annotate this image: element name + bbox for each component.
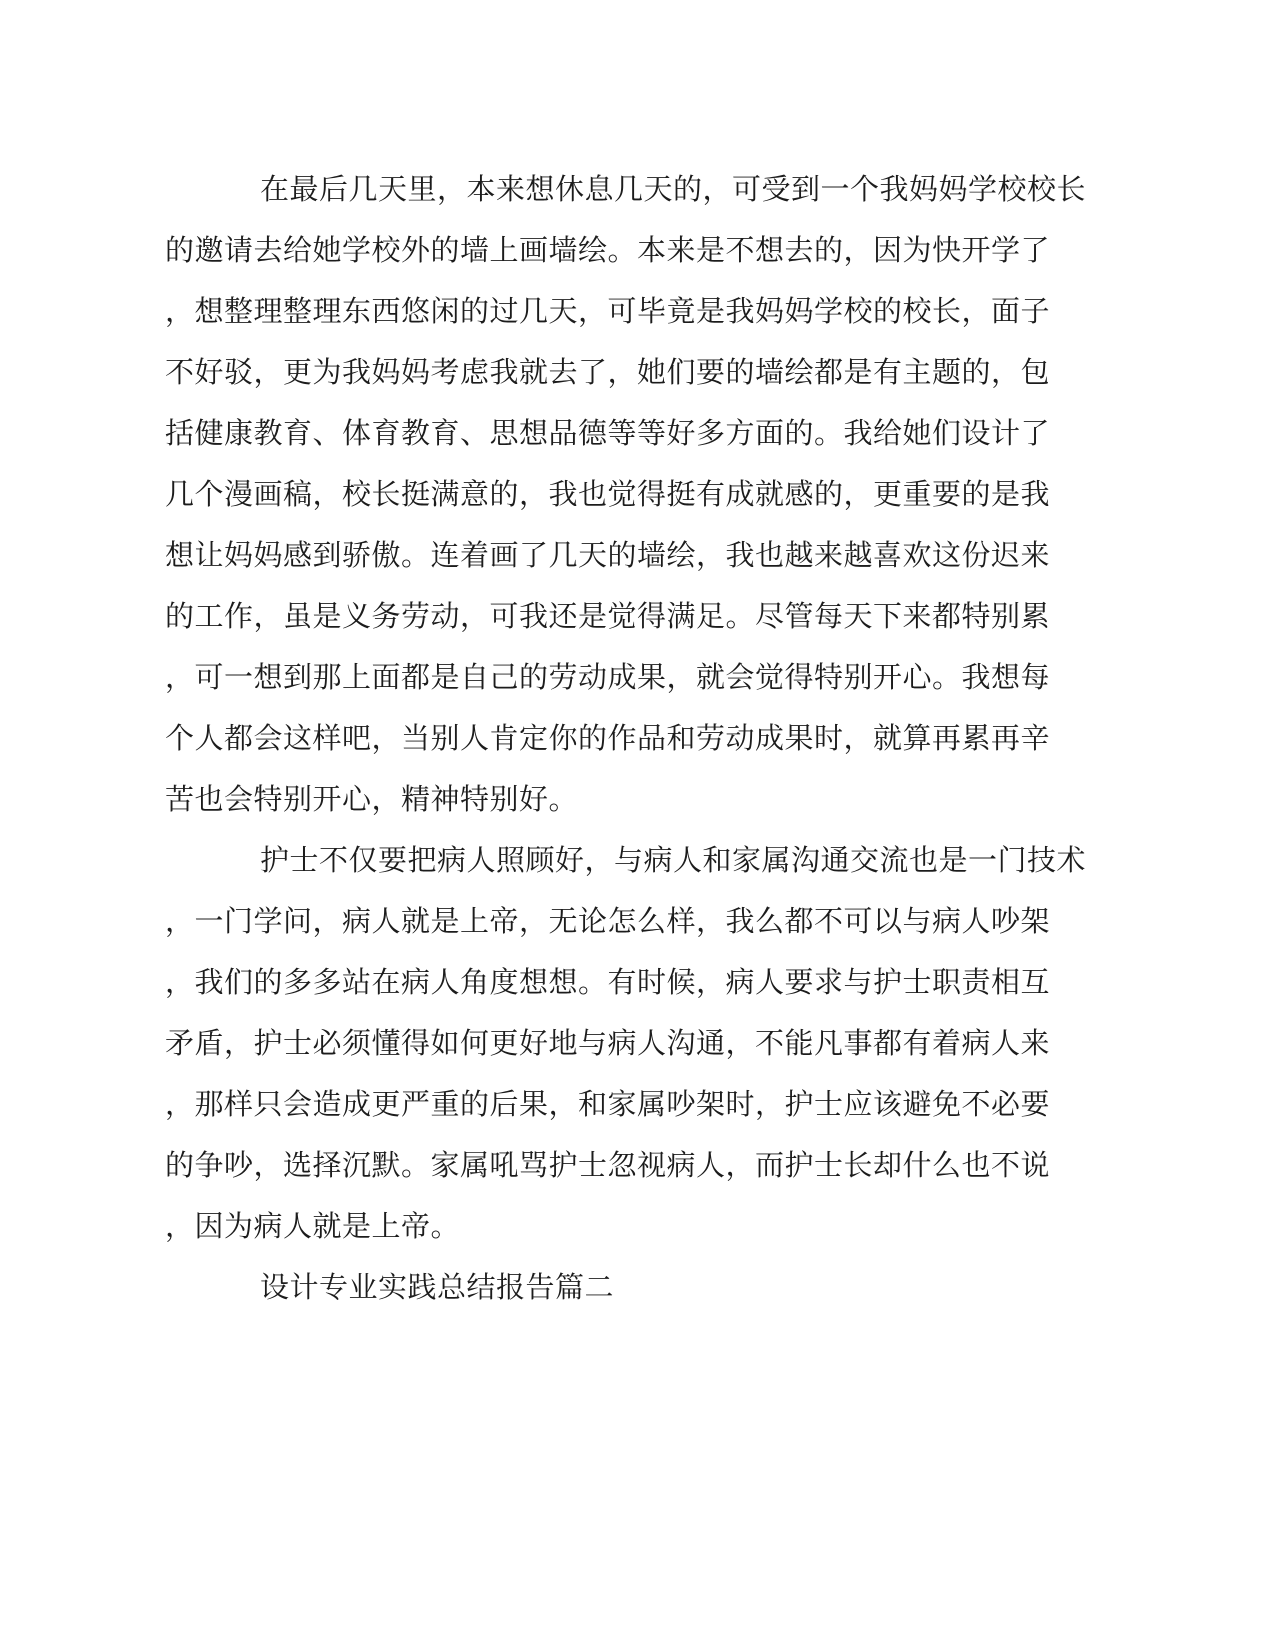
text-line: ，一门学问，病人就是上帝，无论怎么样，我么都不可以与病人吵架 — [165, 906, 1051, 938]
text-line: ，可一想到那上面都是自己的劳动成果，就会觉得特别开心。我想每 — [165, 662, 1051, 694]
body-paragraph — [165, 831, 1087, 1258]
document-body — [165, 160, 1087, 1319]
text-line: 括健康教育、体育教育、思想品德等等好多方面的。我给她们设计了 — [165, 418, 1051, 450]
text-line: 矛盾，护士必须懂得如何更好地与病人沟通，不能凡事都有着病人来 — [165, 1028, 1051, 1060]
text-line: 设计专业实践总结报告篇二 — [260, 1272, 615, 1304]
text-line: ，我们的多多站在病人角度想想。有时候，病人要求与护士职责相互 — [165, 967, 1051, 999]
text-line: 个人都会这样吧，当别人肯定你的作品和劳动成果时，就算再累再辛 — [165, 723, 1051, 755]
text-line: ，因为病人就是上帝。 — [165, 1211, 461, 1243]
text-line: ，想整理整理东西悠闲的过几天，可毕竟是我妈妈学校的校长，面子 — [165, 296, 1051, 328]
text-line: 不好驳，更为我妈妈考虑我就去了，她们要的墙绘都是有主题的，包 — [165, 357, 1051, 389]
text-line: ，那样只会造成更严重的后果，和家属吵架时，护士应该避免不必要 — [165, 1089, 1051, 1121]
text-line: 的工作，虽是义务劳动，可我还是觉得满足。尽管每天下来都特别累 — [165, 601, 1051, 633]
text-line: 在最后几天里，本来想休息几天的，可受到一个我妈妈学校校长 — [260, 174, 1087, 206]
text-line: 的邀请去给她学校外的墙上画墙绘。本来是不想去的，因为快开学了 — [165, 235, 1051, 267]
text-line: 的争吵，选择沉默。家属吼骂护士忽视病人，而护士长却什么也不说 — [165, 1150, 1051, 1182]
text-line: 想让妈妈感到骄傲。连着画了几天的墙绘，我也越来越喜欢这份迟来 — [165, 540, 1051, 572]
text-line: 苦也会特别开心，精神特别好。 — [165, 784, 579, 816]
section-heading — [165, 1258, 1065, 1319]
text-line: 几个漫画稿，校长挺满意的，我也觉得挺有成就感的，更重要的是我 — [165, 479, 1051, 511]
text-line: 护士不仅要把病人照顾好，与病人和家属沟通交流也是一门技术 — [260, 845, 1087, 877]
body-paragraph — [165, 160, 1087, 831]
